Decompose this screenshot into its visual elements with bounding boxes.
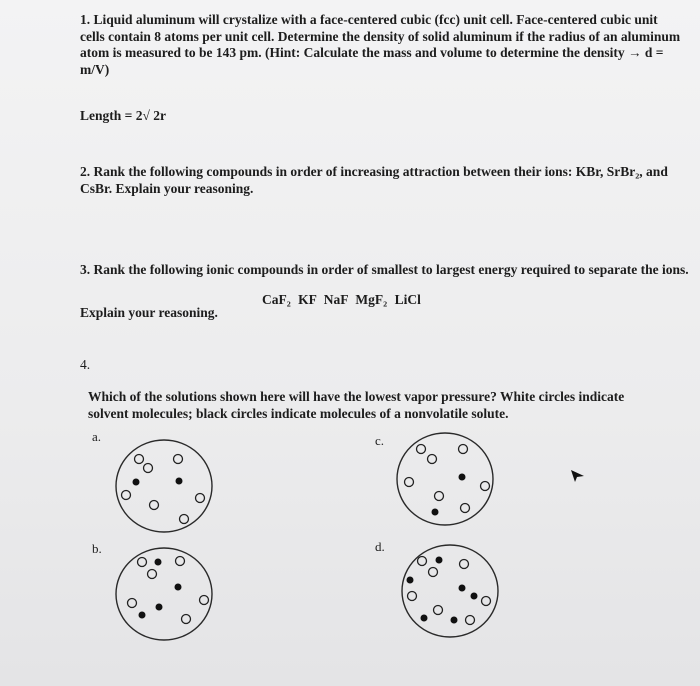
solute-molecule [451, 617, 458, 624]
solvent-molecule [434, 606, 443, 615]
question-4-line: solvent molecules; black circles indicate molecules of a nonvolatile solute. [88, 405, 509, 421]
solute-molecule [155, 559, 162, 566]
solute-molecule [471, 593, 478, 600]
solute-molecule [407, 577, 414, 584]
solution-c-diagram [393, 430, 497, 528]
solvent-molecule [417, 445, 426, 454]
solvent-molecule [418, 557, 427, 566]
solvent-molecule [122, 491, 131, 500]
question-3-text: 3. Rank the following ionic compounds in order of smallest to largest energy required to separate the ions. [80, 262, 689, 277]
solvent-molecule [148, 570, 157, 579]
question-2-line: CsBr. Explain your reasoning. [80, 180, 254, 196]
label-d: d. [375, 539, 385, 554]
question-4-number: 4. [80, 357, 91, 372]
solute-molecule [176, 478, 183, 485]
solvent-molecule [482, 597, 491, 606]
question-1-line: 1. Liquid aluminum will crystalize with a face-centered cubic (fcc) unit cell. Face-centered cubic unit [80, 12, 658, 27]
solute-molecule [459, 474, 466, 481]
solvent-molecule [128, 599, 137, 608]
solvent-molecule [150, 501, 159, 510]
solute-molecule [139, 612, 146, 619]
label-a: a. [92, 429, 102, 444]
solvent-molecule [182, 615, 191, 624]
solution-d-diagram [398, 542, 502, 640]
solvent-molecule [428, 455, 437, 464]
question-1-line: m/V) [80, 61, 110, 77]
solute-molecule [156, 604, 163, 611]
question-3-explain: Explain your reasoning. [80, 305, 218, 320]
solvent-molecule [466, 616, 475, 625]
question-2-line: 2. Rank the following compounds in order of increasing attraction between their ions: KBr, SrBr₂, and [80, 164, 668, 179]
solvent-molecule [429, 568, 438, 577]
solvent-molecule [176, 557, 185, 566]
solvent-molecule [144, 464, 153, 473]
solvent-molecule [135, 455, 144, 464]
solvent-molecule [180, 515, 189, 524]
solution-a-diagram [112, 437, 216, 535]
question-1 [80, 12, 680, 78]
solvent-molecule [435, 492, 444, 501]
solvent-molecule [200, 596, 209, 605]
mouse-cursor-icon [571, 470, 585, 482]
container-circle [116, 548, 212, 640]
solvent-molecule [138, 558, 147, 567]
question-4-line: Which of the solutions shown here will have the lowest vapor pressure? White circles indicate [88, 389, 625, 404]
solvent-molecule [461, 504, 470, 513]
question-1-line: cells contain 8 atoms per unit cell. Determine the density of solid aluminum if the radius of an aluminum [80, 28, 681, 44]
question-4-text [88, 389, 624, 422]
solute-molecule [459, 585, 466, 592]
solvent-molecule [481, 482, 490, 491]
solute-molecule [175, 584, 182, 591]
solvent-molecule [408, 592, 417, 601]
solvent-molecule [459, 445, 468, 454]
solvent-molecule [460, 560, 469, 569]
solute-molecule [421, 615, 428, 622]
solvent-molecule [174, 455, 183, 464]
container-circle [402, 545, 498, 637]
solute-molecule [436, 557, 443, 564]
container-circle [116, 440, 212, 532]
label-b: b. [92, 541, 102, 556]
length-formula: Length = 2√ 2r [80, 108, 166, 123]
solute-molecule [432, 509, 439, 516]
solution-b-diagram [112, 545, 216, 643]
solute-molecule [133, 479, 140, 486]
label-c: c. [375, 433, 385, 448]
question-1-line: atom is measured to be 143 pm. (Hint: Calculate the mass and volume to determine the density → d = [80, 45, 664, 60]
question-3-compounds: CaF₂ KF NaF MgF₂ LiCl [262, 292, 421, 307]
container-circle [397, 433, 493, 525]
question-2 [80, 164, 668, 197]
solvent-molecule [196, 494, 205, 503]
solvent-molecule [405, 478, 414, 487]
